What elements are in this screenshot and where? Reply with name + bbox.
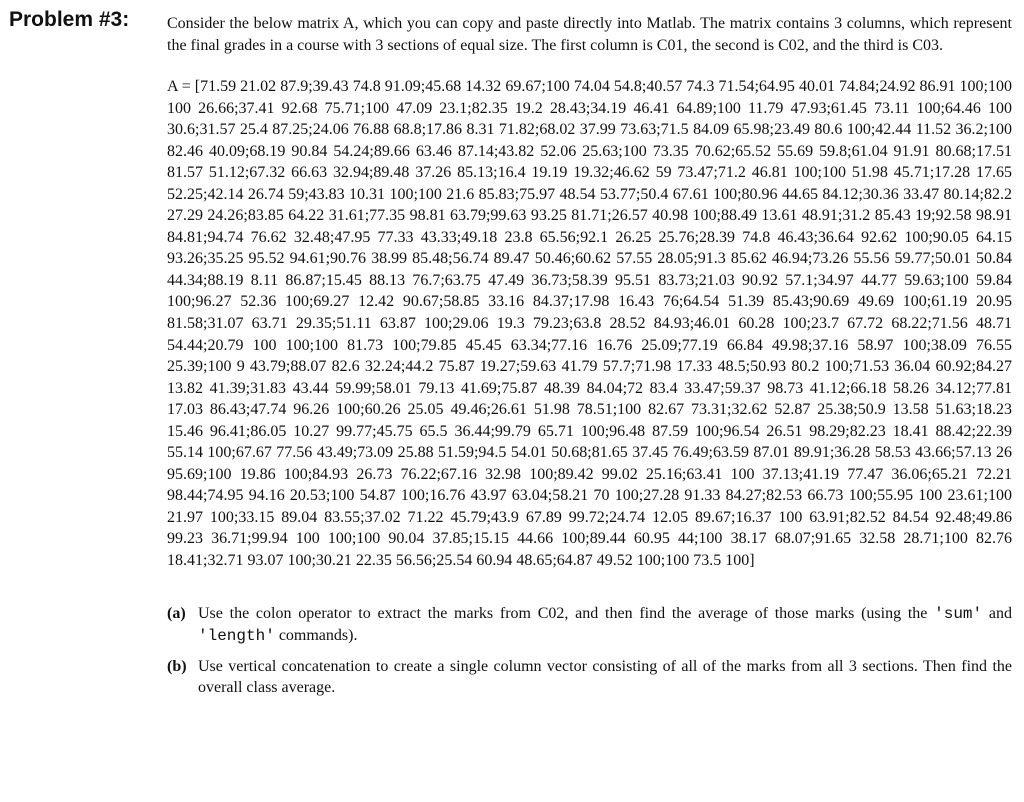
problem-number-heading: Problem #3: xyxy=(9,8,130,31)
question-part-a-text xyxy=(198,603,1012,648)
question-list xyxy=(167,603,1012,699)
sum-command-code: 'sum' xyxy=(934,604,983,623)
length-command-code: 'length' xyxy=(198,627,275,646)
matrix-definition: A = [71.59 21.02 87.9;39.43 74.8 91.09;45.68 14.32 69.67;100 74.04 54.8;40.57 74.3 71.54;64.95 40.01 74.84;24.92 86.91 100;100 100 26.66;37.41 92.68 75.71;100 47.09 23.1;82.35 19.2 28.43;34.19 46.41 64.89;100 11.79 47.93;61.45 73.11 100;64.46 100 30.6;31.57 25.4 87.25;24.06 76.88 68.8;17.86 8.31 71.82;68.02 37.99 73.63;71.5 84.09 65.98;23.49 80.6 100;42.44 11.52 36.2;100 82.46 40.09;68.19 90.84 54.24;89.66 63.46 87.14;43.82 52.06 25.63;100 73.35 70.62;65.52 55.69 59.8;61.04 91.91 80.68;17.51 81.57 51.12;67.32 66.63 32.94;89.48 37.26 85.13;16.4 19.19 19.32;46.62 59 73.47;71.2 46.81 100;100 51.98 45.71;17.28 17.65 52.25;42.14 26.74 59;43.83 10.31 100;100 21.6 85.83;75.97 48.54 53.77;50.4 67.61 100;80.96 44.65 84.12;30.36 33.47 80.14;82.2 27.29 24.26;83.85 64.22 31.61;77.35 98.81 63.79;99.63 93.25 81.71;26.57 40.98 100;88.49 13.61 48.91;31.2 85.43 19;92.58 98.91 84.81;94.74 76.62 32.48;47.95 77.33 43.33;49.18 23.8 65.56;92.1 26.25 25.76;28.39 74.8 46.43;36.64 92.62 100;90.05 64.15 93.26;35.25 95.52 94.61;90.76 38.99 85.48;56.74 89.47 50.46;60.62 57.55 28.05;91.3 85.62 46.94;73.26 55.56 59.77;50.01 50.84 44.34;88.19 8.11 86.87;15.45 88.13 76.7;63.75 47.49 36.73;58.39 95.51 83.73;21.03 90.92 57.1;34.97 44.77 59.63;100 59.84 100;96.27 52.36 100;69.27 12.42 90.67;58.85 33.16 84.37;17.98 16.43 76;64.54 51.39 85.43;90.69 49.69 100;61.19 20.95 81.58;31.07 63.71 29.35;51.11 63.87 100;29.06 19.3 79.23;63.8 28.52 84.93;46.01 60.28 100;23.7 67.72 68.22;71.56 48.71 54.44;20.79 100 100;100 81.73 100;79.85 45.45 63.34;77.16 16.76 25.09;77.19 66.84 49.98;37.16 58.97 100;38.09 76.55 25.39;100 9 43.79;88.07 82.6 32.24;44.2 75.87 19.27;59.63 41.79 57.7;71.98 17.33 48.5;50.93 80.2 100;71.53 36.04 60.92;84.27 13.82 41.39;31.83 43.44 59.99;58.01 79.13 41.69;75.87 48.39 84.04;72 83.4 33.47;59.37 98.73 41.12;66.18 58.26 34.12;77.81 17.03 86.43;47.74 96.26 100;60.26 25.05 49.46;26.61 51.98 78.51;100 82.67 73.31;32.62 52.87 25.38;50.9 13.58 51.63;18.23 15.46 96.41;86.05 10.27 99.77;45.75 65.5 36.44;99.79 65.71 100;96.48 87.59 100;96.54 26.51 98.29;82.23 18.41 88.42;22.39 55.14 100;67.67 77.56 43.49;73.09 25.88 51.59;94.5 54.01 50.68;81.65 37.45 76.49;63.59 87.01 89.91;36.28 58.53 43.66;57.13 26 95.69;100 19.86 100;84.93 26.73 76.22;67.16 32.98 100;89.42 99.02 25.16;63.41 100 37.13;41.19 77.47 36.06;65.21 72.21 98.44;74.95 94.16 20.53;100 54.87 100;16.76 43.97 63.04;58.21 70 100;27.28 91.33 84.27;82.53 66.73 100;55.95 100 23.61;100 21.97 100;33.15 89.04 83.55;37.02 71.22 45.79;43.9 67.89 99.72;24.74 12.05 89.67;16.37 100 63.91;82.52 84.54 92.48;49.86 99.23 36.71;99.94 100 100;100 90.04 37.85;15.15 44.66 100;89.44 60.95 44;100 38.17 68.07;91.65 32.58 28.71;100 82.76 18.41;32.71 93.07 100;30.21 22.35 56.56;25.54 60.94 48.65;64.87 49.52 100;100 73.5 100] xyxy=(167,78,1012,570)
problem-intro-paragraph: Consider the below matrix A, which you can copy and paste directly into Matlab. The matrix contains 3 columns, which represent the final grades in a course with 3 sections of equal size. The first column is C01, the second is C02, and the third is C03. xyxy=(167,15,1012,54)
question-part-b xyxy=(167,656,1012,699)
question-part-b-text: Use vertical concatenation to create a single column vector consisting of all of the marks from all 3 sections. Then find the overall class average. xyxy=(198,657,1012,697)
question-part-b-label: (b) xyxy=(167,657,187,675)
problem-body xyxy=(167,13,1012,707)
part-a-text-after: commands). xyxy=(274,627,358,645)
question-part-a-label: (a) xyxy=(167,604,186,622)
part-a-text-before: Use the colon operator to extract the marks from C02, and then find the average of those marks (using the xyxy=(198,604,935,622)
part-a-text-mid: and xyxy=(982,604,1012,622)
question-part-a xyxy=(167,603,1012,648)
